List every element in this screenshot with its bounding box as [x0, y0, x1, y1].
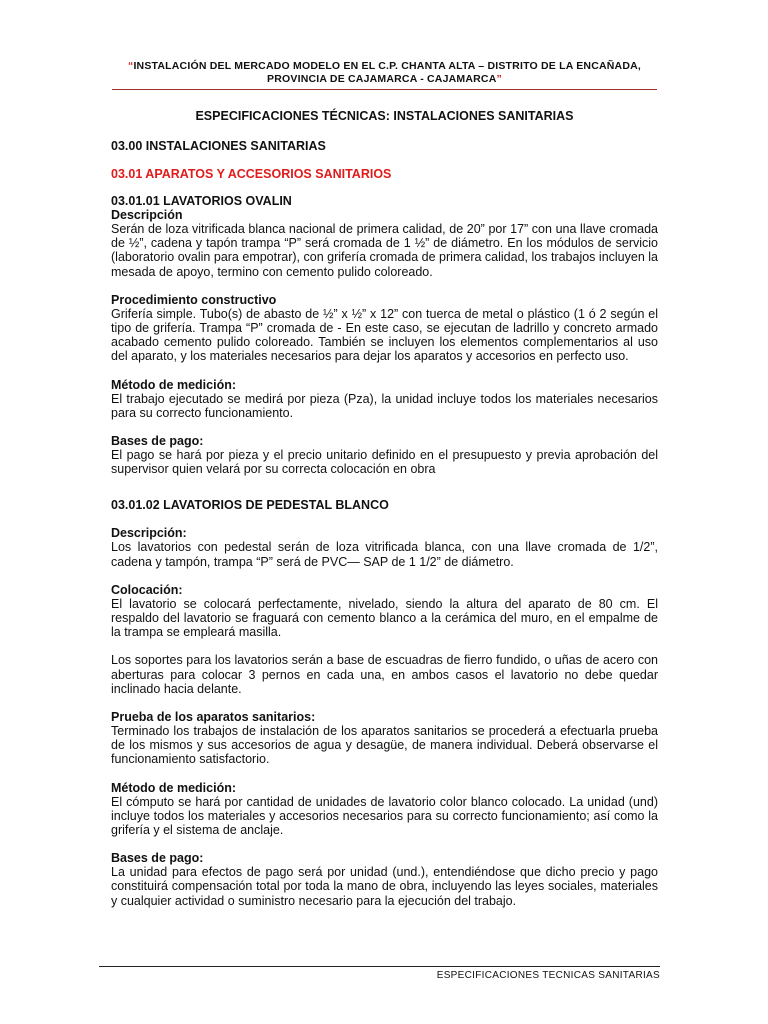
item-1-procedure-heading: Procedimiento constructivo — [111, 292, 277, 307]
subsection-heading: 03.01 APARATOS Y ACCESORIOS SANITARIOS — [111, 167, 392, 181]
section-heading: 03.00 INSTALACIONES SANITARIAS — [111, 139, 326, 153]
item-1-measurement-heading: Método de medición: — [111, 377, 236, 392]
item-1-payment-heading: Bases de pago: — [111, 434, 204, 449]
header-divider — [112, 89, 657, 90]
page-footer: ESPECIFICACIONES TECNICAS SANITARIAS — [436, 970, 660, 981]
item-2-measurement: El cómputo se hará por cantidad de unidades de lavatorio color blanco colocado. La unidad (und) incluye todos los materiales y accesorios necesarios para su correcto funcionamiento; así como la grifería y el sistema de anclaje. — [111, 794, 658, 838]
item-2-description: Los lavatorios con pedestal serán de loza vitrificada blanca, con una llave cromada de 1/2”, cadena y tampón, trampa “P” será de PVC— SAP de 1 1/2” de diámetro. — [111, 540, 658, 569]
document-header — [112, 60, 657, 86]
document-title: ESPECIFICACIONES TÉCNICAS: INSTALACIONES SANITARIAS — [195, 109, 574, 123]
header-line-1 — [112, 60, 657, 73]
item-1-measurement: El trabajo ejecutado se medirá por pieza (Pza), la unidad incluye todos los materiales necesarios para su correcto funcionamiento. — [111, 391, 658, 420]
item-1-title: 03.01.01 LAVATORIOS OVALIN — [111, 194, 292, 208]
header-close-quote: ” — [496, 73, 502, 85]
item-2-title: 03.01.02 LAVATORIOS DE PEDESTAL BLANCO — [111, 498, 389, 513]
footer-divider — [99, 966, 660, 967]
item-1-payment: El pago se hará por pieza y el precio unitario definido en el presupuesto y previa aprobación del supervisor quien velará por su correcta colocación en obra — [111, 448, 658, 477]
document-body — [111, 108, 658, 908]
header-line-2 — [112, 73, 657, 86]
item-1-description-heading: Descripción — [111, 208, 183, 222]
header-text-2: PROVINCIA DE CAJAMARCA - CAJAMARCA — [267, 73, 497, 85]
item-2-payment: La unidad para efectos de pago será por unidad (und.), entendiéndose que dicho precio y pago constituirá compensación total por toda la mano de obra, incluyendo las leyes sociales, materiales y cualquier actividad o suministro necesario para la ejecución del trabajo. — [111, 865, 658, 908]
item-2-placement-2: Los soportes para los lavatorios serán a base de escuadras de fierro fundido, o uñas de acero con aberturas para colocar 3 pernos en cada una, en ambos casos el lavatorio no debe quedar inclinado hacia delante. — [111, 653, 658, 696]
item-2-test: Terminado los trabajos de instalación de los aparatos sanitarios se procederá a efectuarla prueba de los mismos y sus accesorios de agua y desagüe, de manera individual. Deberá observarse el funcionamiento satisfactorio. — [111, 724, 658, 767]
item-2-measurement-heading: Método de medición: — [111, 780, 236, 795]
item-2-payment-heading: Bases de pago: — [111, 851, 204, 866]
item-2-placement-1: El lavatorio se colocará perfectamente, nivelado, siendo la altura del aparato de 80 cm. El respaldo del lavatorio se fraguará con cemento blanco a la cerámica del muro, en el empalme de la trampa se empleará masilla. — [111, 596, 658, 640]
item-2-placement-heading: Colocación: — [111, 582, 183, 597]
item-2-description-heading: Descripción: — [111, 526, 187, 541]
item-2-test-heading: Prueba de los aparatos sanitarios: — [111, 710, 316, 725]
header-text-1: INSTALACIÓN DEL MERCADO MODELO EN EL C.P. CHANTA ALTA – DISTRITO DE LA ENCAÑADA, — [133, 60, 642, 72]
item-1-procedure: Grifería simple. Tubo(s) de abasto de ½” x ½” x 12” con tuerca de metal o plástico (1 ó 2 según el tipo de grifería. Trampa “P” cromada de - En este caso, se ejecutan de ladrillo y concreto armado acabado cemento pulido coloreado. También se incluyen los elementos complementarios al uso del aparato, y los materiales necesarios para dejar los aparatos y accesorios en perfecto uso. — [111, 306, 658, 364]
item-1-description: Serán de loza vitrificada blanca nacional de primera calidad, de 20” por 17” con una llave cromada de ½”, cadena y tapón trampa “P” será cromada de 1 ½” de diámetro. En los módulos de servicio (laboratorio ovalin para empotrar), con grifería cromada de primera calidad, los trabajos incluyen la mesada de apoyo, termino con cemento pulido coloreado. — [111, 222, 658, 279]
header-open-quote: “ — [127, 60, 134, 72]
